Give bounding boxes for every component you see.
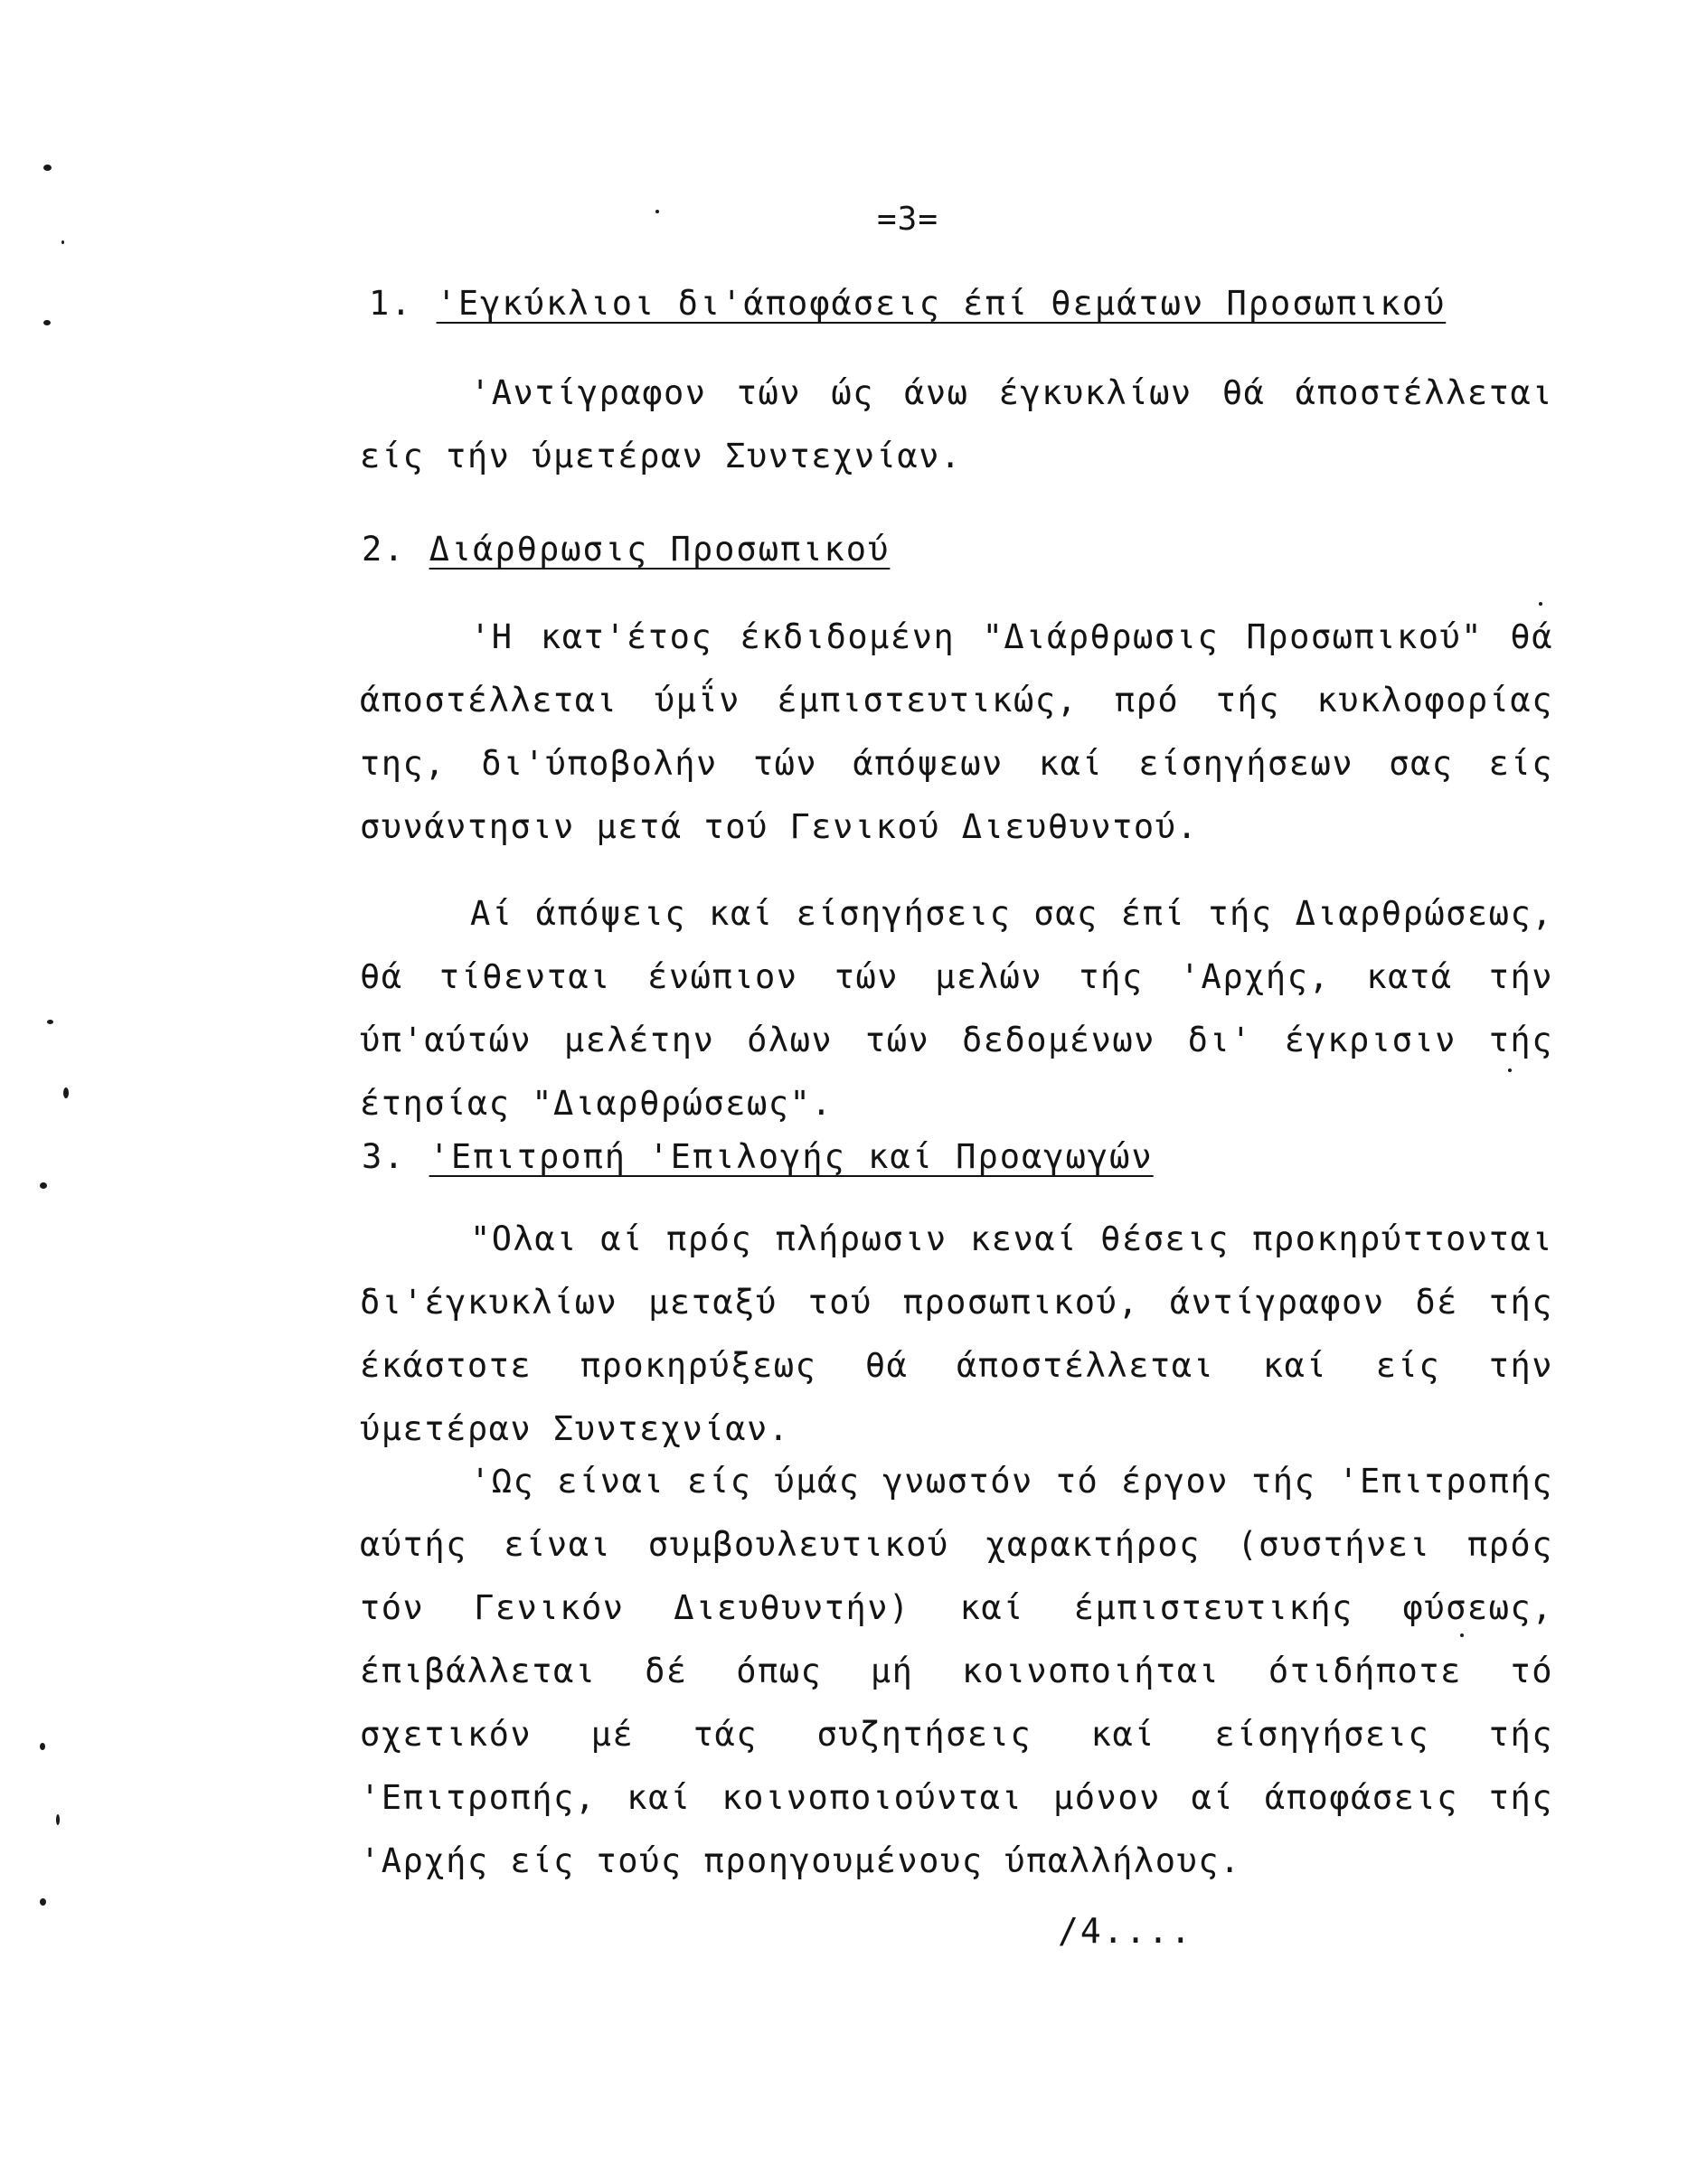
scan-speck <box>40 1182 47 1189</box>
paragraph-text: Αί άπόψεις καί είσηγήσεις σας έπί τής Διαρθρώσεως, θά τίθενται ένώπιον τών μελών τής 'Αρχής, κατά τήν ύπ'αύτών μελέτην όλων τών δεδομένων δι' έγκρισιν τής έτησίας "Διαρθρώσεως". <box>360 894 1553 1123</box>
paragraph-text: 'Αντίγραφον τών ώς άνω έγκυκλίων θά άποστέλλεται είς τήν ύμετέραν Συντεχνίαν. <box>360 373 1553 475</box>
body-paragraph <box>360 606 1553 859</box>
paragraph-text: 'Η κατ'έτος έκδιδομένη "Διάρθρωσις Προσωπικού" θά άποστέλλεται ύμΐν έμπιστευτικώς, πρό τής κυκλοφορίας της, δι'ύποβολήν τών άπόψεων καί είσηγήσεων σας είς συνάντησιν μετά τού Γενικού Διευθυντού. <box>360 617 1553 846</box>
section-heading <box>369 284 1446 323</box>
paragraph-text: "Ολαι αί πρός πλήρωσιν κεναί θέσεις προκηρύττονται δι'έγκυκλίων μεταξύ τού προσωπικού, άντίγραφον δέ τής έκάστοτε προκηρύξεως θά άποστέλλεται καί είς τήν ύμετέραν Συντεχνίαν. <box>360 1219 1553 1448</box>
body-paragraph <box>360 882 1553 1135</box>
section-title: 'Επιτροπή 'Επιλογής καί Προαγωγών <box>429 1137 1154 1176</box>
paragraph-text: 'Ως είναι είς ύμάς γνωστόν τό έργον τής 'Επιτροπής αύτής είναι συμβουλευτικού χαρακτήρος (συστήνει πρός τόν Γενικόν Διευθυντήν) καί έμπιστευτικής φύσεως, έπιβάλλεται δέ όπως μή κοινοποιήται ότιδήποτε τό σχετικόν μέ τάς συζητήσεις καί είσηγήσεις τής 'Επιτροπής, καί κοινοποιούνται μόνον αί άποφάσεις τής 'Αρχής είς τούς προηγουμένους ύπαλλήλους. <box>360 1462 1553 1880</box>
body-paragraph <box>360 1208 1553 1461</box>
section-heading <box>362 1137 1154 1176</box>
section-number: 1. <box>369 284 413 323</box>
continuation-marker: /4.... <box>1058 1911 1193 1951</box>
section-number: 2. <box>362 530 406 569</box>
body-paragraph <box>360 1450 1553 1893</box>
body-paragraph <box>360 362 1553 488</box>
page-number: =3= <box>877 201 939 238</box>
scan-speck <box>56 1814 60 1825</box>
section-title: Διάρθρωσις Προσωπικού <box>429 530 891 569</box>
scan-speck <box>43 320 51 325</box>
scan-speck <box>655 210 659 213</box>
scan-speck <box>40 1898 46 1906</box>
scan-speck <box>40 1743 45 1750</box>
section-number: 3. <box>362 1137 406 1176</box>
scan-speck <box>63 1087 69 1098</box>
scan-speck <box>43 165 52 171</box>
section-title: 'Εγκύκλιοι δι'άποφάσεις έπί θεμάτων Προσωπικού <box>436 284 1447 323</box>
scan-speck <box>61 240 64 244</box>
section-heading <box>362 530 890 569</box>
scan-speck <box>47 1020 53 1024</box>
